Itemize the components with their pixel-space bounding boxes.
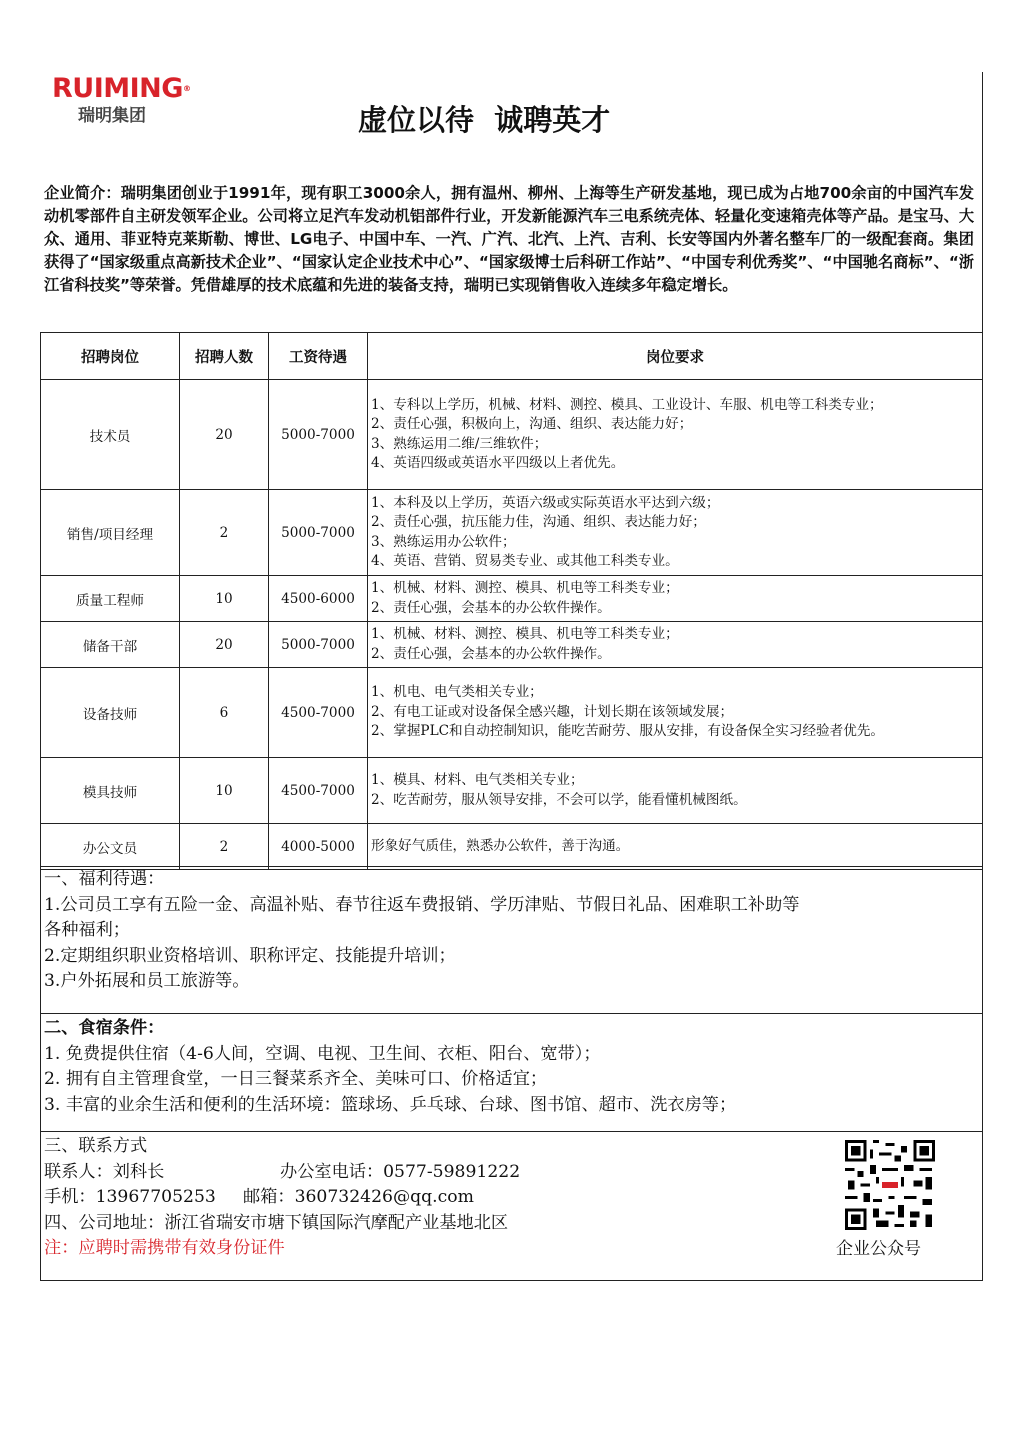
requirements-cell (368, 758, 983, 824)
count-cell: 10 (180, 758, 269, 824)
qr-code-label: 企业公众号 (836, 1239, 921, 1259)
company-logo (52, 74, 192, 128)
benefits-line: 1.公司员工享有五险一金、高温补贴、春节往返车费报销、学历津贴、节假日礼品、困难职工补助等 (44, 894, 800, 915)
table-row (41, 380, 983, 490)
count-cell: 6 (180, 668, 269, 758)
table-row (41, 758, 983, 824)
salary-cell: 4500-6000 (269, 576, 368, 622)
table-row (41, 622, 983, 668)
header-salary: 工资待遇 (269, 333, 368, 380)
salary-cell: 4000-5000 (269, 824, 368, 870)
mobile-phone: 手机：13967705253 (44, 1187, 216, 1207)
requirement-line: 2、掌握PLC和自动控制知识，能吃苦耐劳、服从安排，有设备保全实习经验者优先。 (371, 723, 885, 740)
requirement-line: 1、本科及以上学历，英语六级或实际英语水平达到六级； (371, 494, 720, 511)
requirements-cell (368, 380, 983, 490)
contact-person: 联系人：刘科长 (44, 1161, 165, 1182)
table-row (41, 490, 983, 576)
lodging-section (40, 1013, 982, 1131)
requirement-line: 2、吃苦耐劳，服从领导安排，不会可以学，能看懂机械图纸。 (371, 791, 747, 808)
requirement-line: 1、专科以上学历，机械、材料、测控、模具、工业设计、车服、机电等工科类专业； (371, 396, 883, 413)
requirements-cell (368, 622, 983, 668)
count-cell: 2 (180, 824, 269, 870)
position-cell: 销售/项目经理 (41, 490, 180, 576)
benefits-heading: 一、福利待遇： (44, 869, 165, 889)
count-cell: 2 (180, 490, 269, 576)
qr-code-icon (845, 1140, 935, 1230)
count-cell: 20 (180, 622, 269, 668)
position-cell: 办公文员 (41, 824, 180, 870)
requirement-line: 4、英语、营销、贸易类专业、或其他工科类专业。 (371, 553, 679, 569)
logo-text-en: RUIMING (52, 73, 183, 104)
requirements-cell (368, 824, 983, 870)
benefits-line: 各种福利； (44, 920, 130, 940)
salary-cell: 4500-7000 (269, 668, 368, 758)
table-row (41, 824, 983, 870)
requirements-cell (368, 576, 983, 622)
benefits-line: 2.定期组织职业资格培训、职称评定、技能提升培训； (44, 945, 456, 966)
salary-cell: 5000-7000 (269, 490, 368, 576)
position-cell: 模具技师 (41, 758, 180, 824)
header-position: 招聘岗位 (41, 333, 180, 380)
requirement-line: 3、熟练运用办公软件； (371, 533, 516, 550)
registered-mark: ® (182, 84, 191, 93)
jobs-table (40, 332, 983, 870)
benefits-section (40, 866, 982, 1013)
requirement-line: 3、熟练运用二维/三维软件； (371, 435, 548, 452)
count-cell: 20 (180, 380, 269, 490)
lodging-heading: 二、食宿条件： (44, 1018, 165, 1038)
position-cell: 技术员 (41, 380, 180, 490)
requirement-line: 形象好气质佳，熟悉办公软件，善于沟通。 (371, 837, 630, 854)
position-cell: 设备技师 (41, 668, 180, 758)
table-row (41, 576, 983, 622)
table-header-row (41, 333, 983, 380)
company-address: 四、公司地址：浙江省瑞安市塘下镇国际汽摩配产业基地北区 (44, 1212, 509, 1233)
requirement-line: 1、模具、材料、电气类相关专业； (371, 772, 584, 788)
office-phone: 办公室电话：0577-59891222 (280, 1161, 521, 1182)
contact-email: 邮箱：360732426@qq.com (243, 1187, 474, 1207)
requirements-cell (368, 490, 983, 576)
salary-cell: 5000-7000 (269, 380, 368, 490)
requirement-line: 2、责任心强，积极向上，沟通、组织、表达能力好； (371, 416, 693, 432)
salary-cell: 5000-7000 (269, 622, 368, 668)
header-count: 招聘人数 (180, 333, 269, 380)
lodging-line: 3. 丰富的业余生活和便利的生活环境：篮球场、乒乓球、台球、图书馆、超市、洗衣房等； (44, 1094, 737, 1115)
lodging-line: 1. 免费提供住宿（4-6人间，空调、电视、卫生间、衣柜、阳台、宽带）； (44, 1043, 601, 1064)
contact-heading: 三、联系方式 (44, 1136, 148, 1156)
requirement-line: 2、责任心强，会基本的办公软件操作。 (371, 645, 611, 662)
lodging-line: 2. 拥有自主管理食堂，一日三餐菜系齐全、美味可口、价格适宜； (44, 1069, 548, 1089)
salary-cell: 4500-7000 (269, 758, 368, 824)
requirement-line: 1、机电、电气类相关专业； (371, 684, 543, 701)
header-requirements: 岗位要求 (368, 333, 983, 380)
logo-text-cn: 瑞明集团 (78, 106, 146, 126)
position-cell: 质量工程师 (41, 576, 180, 622)
requirement-line: 1、机械、材料、测控、模具、机电等工科类专业； (371, 626, 679, 642)
company-intro: 企业简介：瑞明集团创业于1991年，现有职工3000余人，拥有温州、柳州、上海等生产研发基地，现已成为占地700余亩的中国汽车发动机零部件自主研发领军企业。公司将立足汽车发动机铝部件行业，开发新能源汽车三电系统壳体、轻量化变速箱壳体等产品。是宝马、大众、通用、菲亚特克莱斯勒、博世、LG电子、中国中车、一汽、广汽、北汽、上汽、吉利、长安等国内外著名整车厂的一级配套商。集团获得了“国家级重点高新技术企业”、“国家认定企业技术中心”、“国家级博士后科研工作站”、“中国专利优秀奖”、“中国驰名商标”、“浙江省科技奖”等荣誉。凭借雄厚的技术底蕴和先进的装备支持，瑞明已实现销售收入连续多年稳定增长。 (44, 184, 974, 294)
page-title: 虚位以待 诚聘英才 (358, 103, 611, 137)
requirements-cell (368, 668, 983, 758)
requirement-line: 1、机械、材料、测控、模具、机电等工科类专业； (371, 580, 679, 596)
benefits-line: 3.户外拓展和员工旅游等。 (44, 971, 250, 991)
requirement-line: 2、责任心强，会基本的办公软件操作。 (371, 599, 611, 616)
requirement-line: 2、有电工证或对设备保全感兴趣，计划长期在该领域发展； (371, 703, 734, 720)
position-cell: 储备干部 (41, 622, 180, 668)
count-cell: 10 (180, 576, 269, 622)
application-note: 注：应聘时需携带有效身份证件 (44, 1238, 285, 1258)
table-row (41, 668, 983, 758)
requirement-line: 2、责任心强，抗压能力佳，沟通、组织、表达能力好； (371, 514, 706, 530)
requirement-line: 4、英语四级或英语水平四级以上者优先。 (371, 455, 625, 471)
